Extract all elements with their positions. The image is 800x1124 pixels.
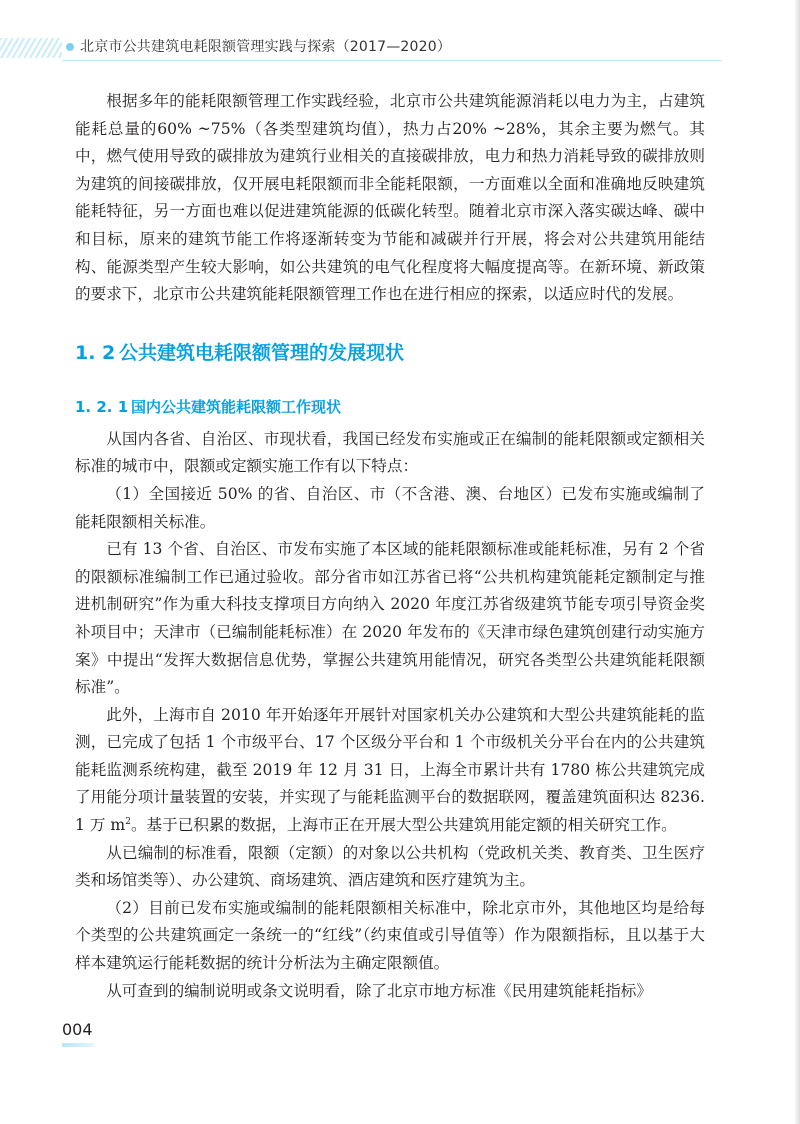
page-number: 004 [62, 1020, 93, 1039]
header-stripe-decoration [0, 38, 62, 58]
paragraph: 根据多年的能耗限额管理工作实践经验，北京市公共建筑能源消耗以电力为主，占建筑能耗总量的60% ~75%（各类型建筑均值），热力占20% ~28%，其余主要为燃气。其中，燃气使用导致的碳排放为建筑行业相关的直接碳排放，电力和热力消耗导致的碳排放则为建筑的间接碳排放，仅开展电耗限额而非全能耗限额，一方面难以全面和准确地反映建筑能耗特征，另一方面也难以促进建筑能源的低碳化转型。随着北京市深入落实碳达峰、碳中和目标，原来的建筑节能工作将逐渐转变为节能和减碳并行开展，将会对公共建筑用能结构、能源类型产生较大影响，如公共建筑的电气化程度将大幅度提高等。在新环境、新政策的要求下，北京市公共建筑能耗限额管理工作也在进行相应的探索，以适应时代的发展。 [75, 92, 705, 304]
page-content [75, 88, 705, 1005]
section-number: 1. 2 [75, 341, 116, 364]
page-number-bar [62, 1043, 94, 1047]
page-header [0, 0, 800, 70]
paragraph: 从国内各省、自治区、市现状看，我国已经发布实施或正在编制的能耗限额或定额相关标准的城市中，限额或定额实施工作有以下特点： [75, 429, 705, 476]
running-title: 北京市公共建筑电耗限额管理实践与探索（2017—2020） [80, 39, 452, 55]
superscript: 2 [125, 816, 131, 827]
subsection-number: 1. 2. 1 [75, 397, 129, 416]
paragraph: （1）全国接近 50% 的省、自治区、市（不含港、澳、台地区）已发布实施或编制了能耗限额相关标准。 [75, 484, 705, 531]
paragraph: （2）目前已发布实施或编制的能耗限额相关标准中，除北京市外，其他地区均是给每个类型的公共建筑画定一条统一的“红线”（约束值或引导值等）作为限额指标，且以基于大样本建筑运行能耗数据的统计分析法为主确定限额值。 [75, 898, 705, 973]
paragraph-text: 此外，上海市自 2010 年开始逐年开展针对国家机关办公建筑和大型公共建筑能耗的监测，已完成了包括 1 个市级平台、17 个区级分平台和 1 个市级机关分平台在内的公共建筑能耗监测系统构建，截至 2019 年 12 月 31 日，上海全市累计共有 1780 栋公共建筑完成了用能分项计量装置的安装，并实现了与能耗监测平台的数据联网，覆盖建筑面积达 8236. 1 万 m [75, 705, 705, 835]
paragraph: 从已编制的标准看，限额（定额）的对象以公共机构（党政机关类、教育类、卫生医疗类和场馆类等）、办公建筑、商场建筑、酒店建筑和医疗建筑为主。 [75, 843, 705, 890]
paragraph: 已有 13 个省、自治区、市发布实施了本区域的能耗限额标准或能耗标准，另有 2 个省的限额标准编制工作已通过验收。部分省市如江苏省已将“公共机构建筑能耗定额制定与推进机制研究”作为重大科技支撑项目方向纳入 2020 年度江苏省级建筑节能专项引导资金奖补项目中；天津市（已编制能耗标准）在 2020 年发布的《天津市绿色建筑创建行动实施方案》中提出“发挥大数据信息优势，掌握公共建筑用能情况，研究各类型公共建筑能耗限额标准”。 [75, 540, 705, 697]
subsection-heading-1-2-1 [75, 394, 705, 420]
section-heading-1-2 [75, 338, 705, 368]
paragraph-text: 。基于已积累的数据，上海市正在开展大型公共建筑用能定额的相关研究工作。 [130, 816, 677, 835]
section-title: 公共建筑电耗限额管理的发展现状 [119, 341, 405, 364]
page-edge-shadow [794, 0, 800, 1124]
paragraph-shanghai [75, 702, 705, 840]
header-rule [62, 60, 722, 61]
header-dot-icon [66, 43, 74, 51]
paragraph: 从可查到的编制说明或条文说明看，除了北京市地方标准《民用建筑能耗指标》 [106, 981, 652, 1000]
subsection-title: 国内公共建筑能耗限额工作现状 [131, 397, 342, 416]
